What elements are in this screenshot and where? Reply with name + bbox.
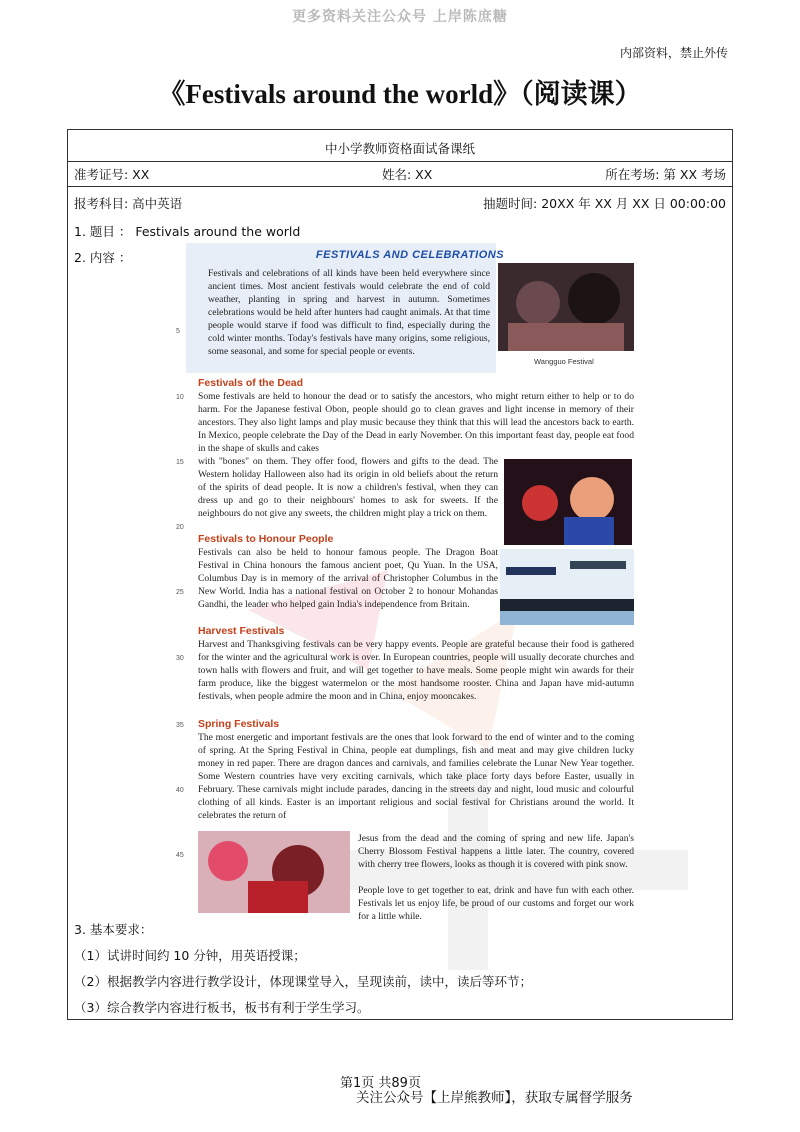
exam-venue: 所在考场: 第 XX 考场 bbox=[605, 167, 726, 182]
line-number: 15 bbox=[176, 459, 184, 466]
requirement-item: （3）综合教学内容进行板书，板书有利于学生学习。 bbox=[74, 1000, 370, 1015]
closing-paragraph: People love to get together to eat, drink and have fun with each other. Festivals let us enjoy life, be proud of our customs and forget our work for a little while. bbox=[358, 885, 634, 922]
lesson-topic: 1. 题目 ： Festivals around the world bbox=[74, 224, 301, 239]
section-text-spring: The most energetic and important festivals are the ones that look forward to the end of winter and to the coming of spring. At the Spring Festival in China, people eat dumplings, fish and meat and may give children lucky money in red paper. There are dragon dances and carnivals, and families celebrate the Lunar New Year together. Some Western countries have very exciting carnivals, which take place forty days before Easter, usually in February. These carnivals might include parades, dancing in the streets day and night, loud music and colourful clothing of all kinds. Easter is an important religious and social festival for Christians around the world. It celebrates the return of bbox=[198, 732, 634, 821]
content-label: 2. 内容 ： bbox=[74, 250, 132, 265]
article-title: FESTIVALS AND CELEBRATIONS bbox=[315, 249, 505, 261]
section-heading-harvest: Harvest Festivals bbox=[198, 625, 285, 637]
requirement-item: （1）试讲时间约 10 分钟，用英语授课； bbox=[74, 948, 306, 963]
line-number: 40 bbox=[176, 787, 184, 794]
halloween-photo bbox=[504, 459, 632, 545]
intro-paragraph: Festivals and celebrations of all kinds have been held everywhere since ancient times. Most ancient festivals would celebrate the end of cold weather, planting in spring and harvest in autumn. Sometimes celebrations would be held after hunters had caught animals. At that time people would starve if food was difficult to find, especially during the cold winter months. Today's festivals have many origins, some religious, some seasonal, and some for special people or events. bbox=[208, 268, 490, 357]
section-text-dead-2: with "bones" on them. They offer food, flowers and gifts to the dead. The Western holiday Halloween also had its origin in old beliefs about the return of the spirits of dead people. It is now a children's festival, when they can dress up and go to their neighbours' homes to ask for sweets. If the neighbours do not give any sweets, the children might play a trick on them. bbox=[198, 456, 498, 519]
lesson-prep-form bbox=[67, 129, 733, 1020]
line-number: 5 bbox=[176, 328, 180, 335]
textbook-article bbox=[176, 243, 634, 922]
line-number: 10 bbox=[176, 394, 184, 401]
draw-time: 抽题时间: 20XX 年 XX 月 XX 日 00:00:00 bbox=[483, 196, 726, 211]
exam-number: 准考证号: XX bbox=[74, 167, 150, 182]
page-number: 第1页 共89页 bbox=[340, 1076, 421, 1091]
page-title: 《Festivals around the world》（阅读课） bbox=[158, 79, 642, 109]
spring-festival-photo bbox=[198, 831, 350, 913]
photo-caption: Wangguo Festival bbox=[534, 357, 594, 366]
section-text-harvest: Harvest and Thanksgiving festivals can be very happy events. People are grateful because their food is gathered for the winter and the agricultural work is over. In European countries, people will usually decorate churches and town halls with flowers and fruit, and will get together to have meals. Some people might win awards for their farm produce, like the biggest watermelon or the most handsome rooster. China and Japan have mid-autumn festivals, when people admire the moon and in China, enjoy mooncakes. bbox=[198, 639, 634, 702]
form-header: 中小学教师资格面试备课纸 bbox=[324, 141, 475, 156]
requirement-item: （2）根据教学内容进行教学设计，体现课堂导入，呈现读前，读中，读后等环节； bbox=[74, 974, 532, 989]
confidential-notice: 内部资料，禁止外传 bbox=[619, 46, 728, 60]
section-text-dead: Some festivals are held to honour the dead or to satisfy the ancestors, who might return either to help or to do harm. For the Japanese festival Obon, people should go to clean graves and light incense in memory of their ancestors. They also light lamps and play music because they think that this will lead the ancestors back to earth. In Mexico, people celebrate the Day of the Dead in early November. On this important feast day, people eat food in the shape of skulls and cakes bbox=[198, 391, 634, 454]
dragon-boat-photo bbox=[500, 549, 634, 625]
section-heading-dead: Festivals of the Dead bbox=[198, 377, 304, 389]
line-number: 45 bbox=[176, 852, 184, 859]
line-number: 25 bbox=[176, 589, 184, 596]
section-heading-honour: Festivals to Honour People bbox=[198, 533, 334, 545]
promo-banner: 更多资料关注公众号 上岸陈庶糖 bbox=[292, 9, 508, 25]
line-number: 35 bbox=[176, 722, 184, 729]
exam-subject: 报考科目: 高中英语 bbox=[74, 196, 183, 211]
footer-promo: 关注公众号【上岸熊教师】，获取专属督学服务 bbox=[356, 1090, 633, 1106]
candidate-name: 姓名: XX bbox=[382, 167, 433, 182]
wangguo-festival-photo bbox=[498, 263, 634, 351]
section-text-spring-2: Jesus from the dead and the coming of spring and new life. Japan's Cherry Blossom Festival happens a little later. The country, covered with cherry tree flowers, looks as though it is covered with pink snow. bbox=[358, 833, 634, 870]
requirements-label: 3. 基本要求： bbox=[74, 922, 153, 937]
line-number: 30 bbox=[176, 655, 184, 662]
section-text-honour: Festivals can also be held to honour famous people. The Dragon Boat Festival in China honours the famous ancient poet, Qu Yuan. In the USA, Columbus Day is in memory of the arrival of Christopher Columbus in the New World. India has a national festival on October 2 to honour Mohandas Gandhi, the leader who helped gain India's independence from Britain. bbox=[198, 547, 498, 610]
section-heading-spring: Spring Festivals bbox=[198, 718, 280, 730]
line-number: 20 bbox=[176, 524, 184, 531]
